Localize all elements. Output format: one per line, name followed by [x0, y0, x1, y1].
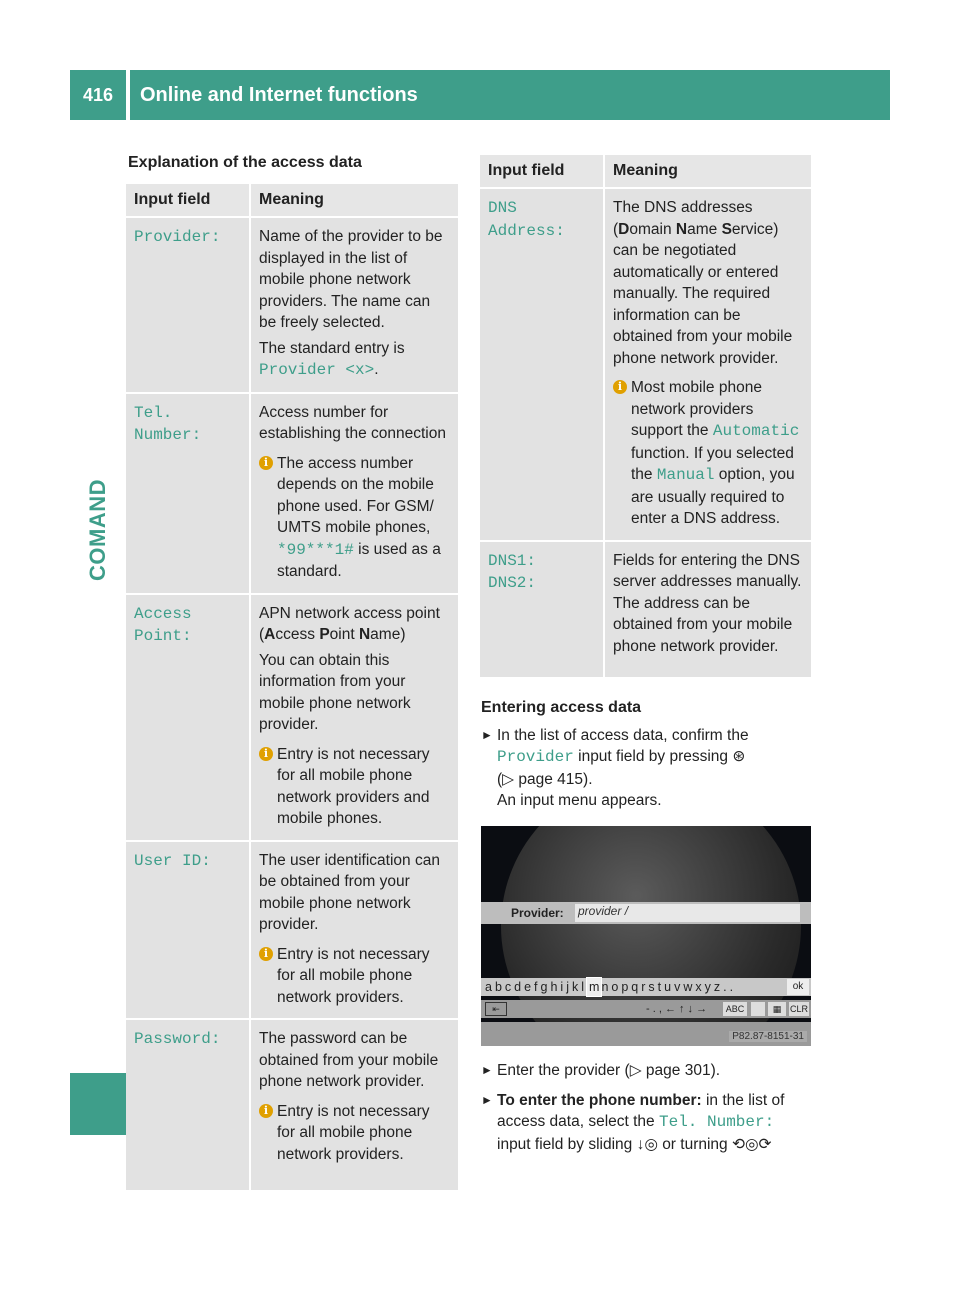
step-arrow-icon: ► [481, 1063, 493, 1077]
info-note: i Most mobile phone network providers support the Automatic function. If you selected the Manual option, you are usually required to enter a DNS address. [613, 377, 803, 530]
input-menu-screenshot [481, 826, 811, 1046]
header-title: Online and Internet functions [130, 70, 890, 120]
field-access-point: Access Point: [134, 604, 192, 645]
meaning-text: Fields for entering the DNS server addresses manually. The address can be obtained from your mobile phone network provider. [613, 551, 802, 655]
field-dns-address: DNS Address: [488, 199, 565, 240]
page-header [70, 70, 890, 120]
access-data-table-right [480, 155, 811, 679]
info-note: i Entry is not necessary for all mobile phone network providers. [259, 1101, 450, 1166]
field-dns1: DNS1: [488, 551, 537, 570]
back-key-icon: ⇤ [485, 1002, 507, 1016]
col-header-field: Input field [126, 184, 250, 217]
provider-input-bar [481, 902, 811, 924]
meaning-text: APN network access point (Access Point Name) [259, 604, 440, 643]
info-icon: i [259, 1104, 273, 1118]
table-row [126, 393, 458, 594]
character-bar: abcdefghijkl m nopqrstuvwxyz.. ok [481, 978, 811, 996]
side-tab-label: COMAND [85, 479, 110, 581]
table-row [126, 217, 458, 393]
tel-number-field-ref: Tel. Number: [658, 1113, 775, 1131]
info-note: i Entry is not necessary for all mobile phone network providers and mobile phones. [259, 744, 450, 830]
subsection-title: Entering access data [481, 699, 642, 716]
table-row [126, 1019, 458, 1191]
field-dns2: DNS2: [488, 574, 537, 592]
field-password: Password: [134, 1030, 221, 1048]
phone-keypad-key: ▦ [768, 1002, 786, 1016]
provider-input-field: provider / [575, 904, 800, 922]
table-row [480, 541, 811, 678]
entering-access-data [481, 697, 816, 820]
instruction-step: ► In the list of access data, confirm the Provider input field by pressing ⊛ (▷ page 415). An input menu appears. [481, 726, 749, 809]
table-row [126, 594, 458, 841]
meaning-text: Name of the provider to be displayed in the list of mobile phone network providers. The name can be freely selected. [259, 228, 443, 331]
further-steps [481, 1060, 816, 1163]
field-user-id: User ID: [134, 851, 211, 870]
info-note: i Entry is not necessary for all mobile phone network providers. [259, 944, 450, 1009]
default-value: Provider <x> [259, 361, 375, 379]
provider-field-ref: Provider [497, 748, 574, 766]
ok-key: ok [787, 979, 809, 995]
access-number-value: *99***1# [277, 540, 354, 559]
clear-key: CLR [789, 1004, 808, 1014]
step-arrow-icon: ► [481, 1092, 493, 1107]
field-provider: Provider: [134, 228, 221, 246]
table-row [480, 188, 811, 541]
info-icon: i [613, 380, 627, 394]
meaning-text: The DNS addresses (Domain Name Service) can be negotiated automatically or entered manually. The required information can be obtained from your mobile phone network provider. [613, 199, 793, 367]
manual-option: Manual [656, 466, 715, 484]
col-header-meaning: Meaning [250, 184, 458, 217]
slide-controller-icon: ↓◎ [636, 1135, 658, 1153]
automatic-option: Automatic [712, 422, 800, 440]
access-data-table-left [126, 184, 458, 1192]
page-number: 416 [70, 70, 126, 120]
field-tel-number: Tel. Number: [134, 403, 202, 444]
image-code: P82.87-8151-31 [729, 1031, 807, 1042]
selected-character: m [589, 980, 600, 994]
provider-label: Provider: [511, 906, 564, 920]
info-note: i The access number depends on the mobile phone used. For GSM/ UMTS mobile phones, *99***1# is used as a standard. [259, 453, 450, 583]
meaning-text: The password can be obtained from your mobile phone network provider. [259, 1030, 439, 1090]
punctuation-keys: - . , ← ↑ ↓ → [646, 1003, 708, 1015]
meaning-text: The standard entry is Provider <x>. [259, 339, 405, 379]
instruction-step: ► Enter the provider (▷ page 301). [481, 1060, 816, 1082]
info-icon: i [259, 947, 273, 961]
col-header-meaning: Meaning [604, 155, 811, 188]
turn-controller-icon: ⟲◎⟳ [731, 1135, 772, 1153]
abc-key: ABC [723, 1002, 747, 1016]
instruction-step: ► To enter the phone number: in the list of access data, select the Tel. Number: input field by sliding ↓◎ or turning ⟲◎⟳ [481, 1091, 785, 1153]
table-row [126, 841, 458, 1020]
meaning-text: The user identification can be obtained from your mobile phone network provider. [259, 851, 440, 933]
press-controller-icon: ⊛ [732, 748, 746, 765]
col-header-field: Input field [480, 155, 604, 188]
blank-key [751, 1002, 765, 1016]
meaning-text: You can obtain this information from your mobile phone network provider. [259, 651, 411, 733]
side-tab-marker [70, 1073, 126, 1135]
meaning-text: Access number for establishing the connection [259, 403, 446, 442]
section-title: Explanation of the access data [128, 154, 362, 171]
control-bar [481, 1000, 811, 1018]
info-icon: i [259, 456, 273, 470]
step-arrow-icon: ► [481, 727, 493, 742]
info-icon: i [259, 747, 273, 761]
